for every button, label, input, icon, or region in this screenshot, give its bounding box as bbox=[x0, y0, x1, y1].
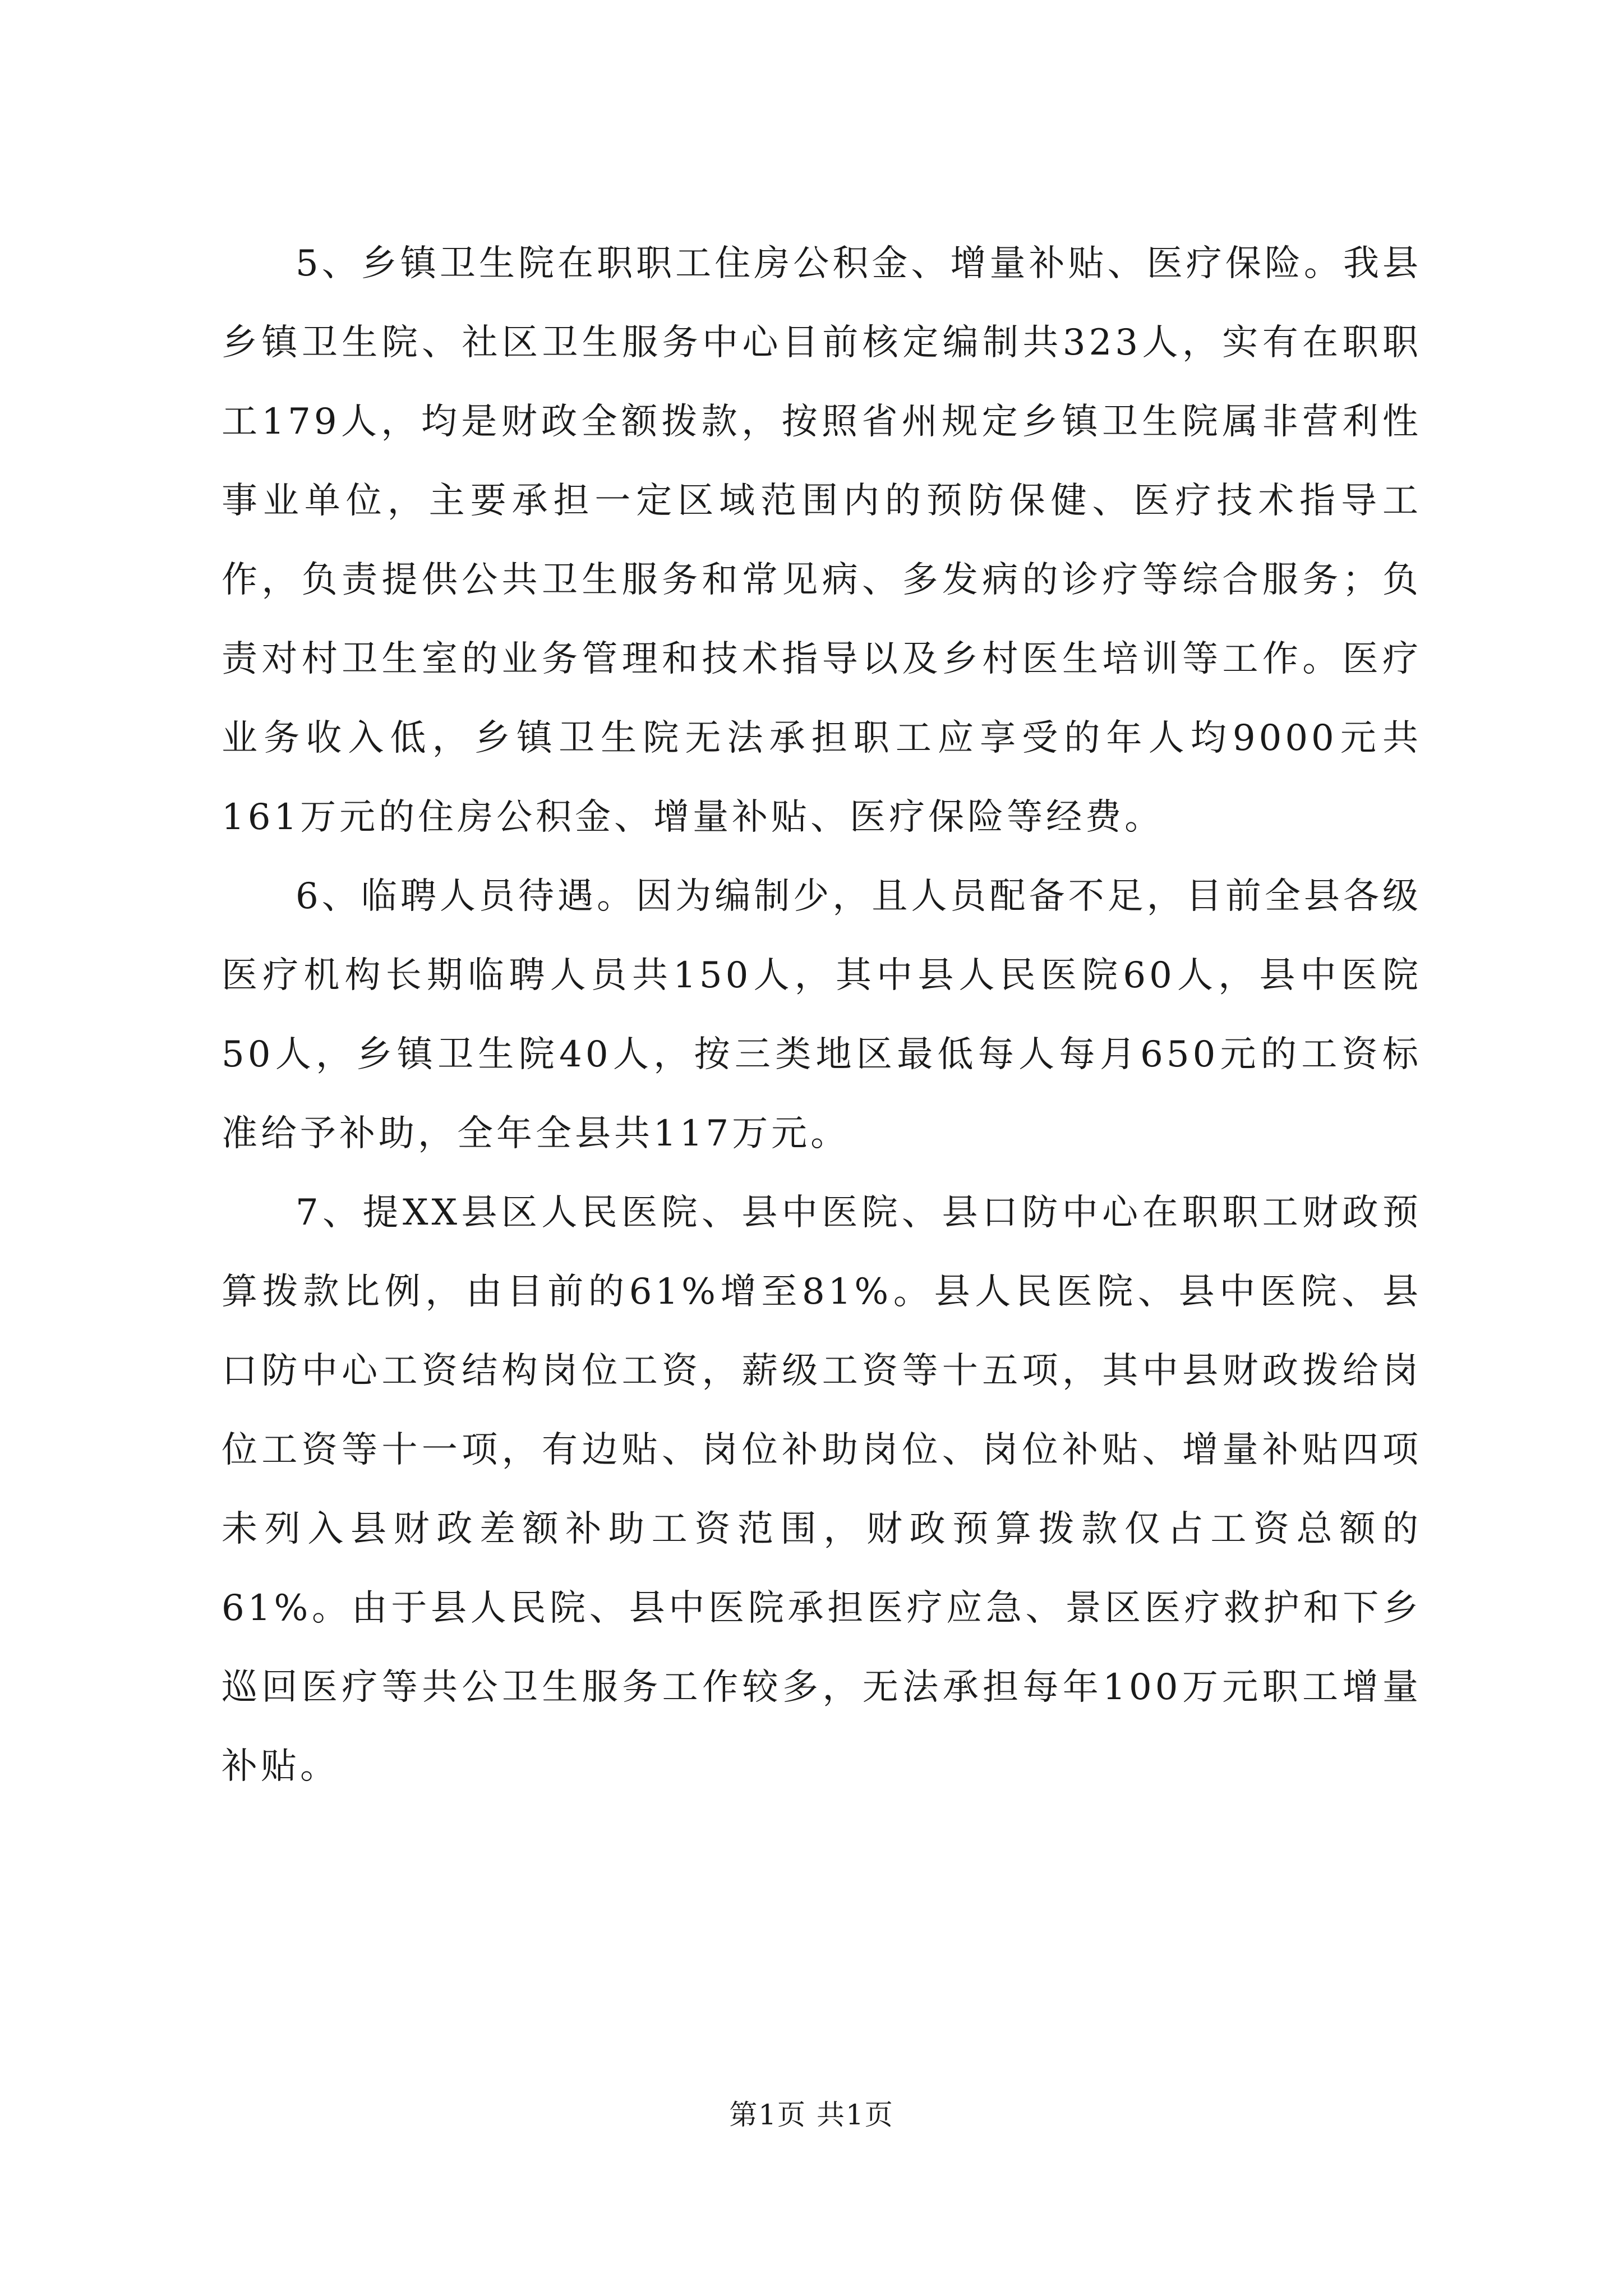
page-number-footer: 第1页 共1页 bbox=[729, 2099, 894, 2131]
paragraph-item-6: 6、临聘人员待遇。因为编制少，且人员配备不足，目前全县各级医疗机构长期临聘人员共150人，其中县人民医院60人，县中医院50人，乡镇卫生院40人，按三类地区最低每人每月650元的工资标准给予补助，全年全县共117万元。 bbox=[222, 876, 1422, 1154]
document-body bbox=[222, 224, 1422, 1806]
paragraph-item-7: 7、提XX县区人民医院、县中医院、县口防中心在职职工财政预算拨款比例，由目前的61%增至81%。县人民医院、县中医院、县口防中心工资结构岗位工资，薪级工资等十五项，其中县财政拨给岗位工资等十一项，有边贴、岗位补助岗位、岗位补贴、增量补贴四项未列入县财政差额补助工资范围，财政预算拨款仅占工资总额的61%。由于县人民院、县中医院承担医疗应急、景区医疗救护和下乡巡回医疗等共公卫生服务工作较多，无法承担每年100万元职工增量补贴。 bbox=[222, 1192, 1422, 1787]
paragraph-item-5: 5、乡镇卫生院在职职工住房公积金、增量补贴、医疗保险。我县乡镇卫生院、社区卫生服务中心目前核定编制共323人，实有在职职工179人，均是财政全额拨款，按照省州规定乡镇卫生院属非营利性事业单位，主要承担一定区域范围内的预防保健、医疗技术指导工作，负责提供公共卫生服务和常见病、多发病的诊疗等综合服务；负责对村卫生室的业务管理和技术指导以及乡村医生培训等工作。医疗业务收入低，乡镇卫生院无法承担职工应享受的年人均9000元共161万元的住房公积金、增量补贴、医疗保险等经费。 bbox=[222, 243, 1422, 838]
